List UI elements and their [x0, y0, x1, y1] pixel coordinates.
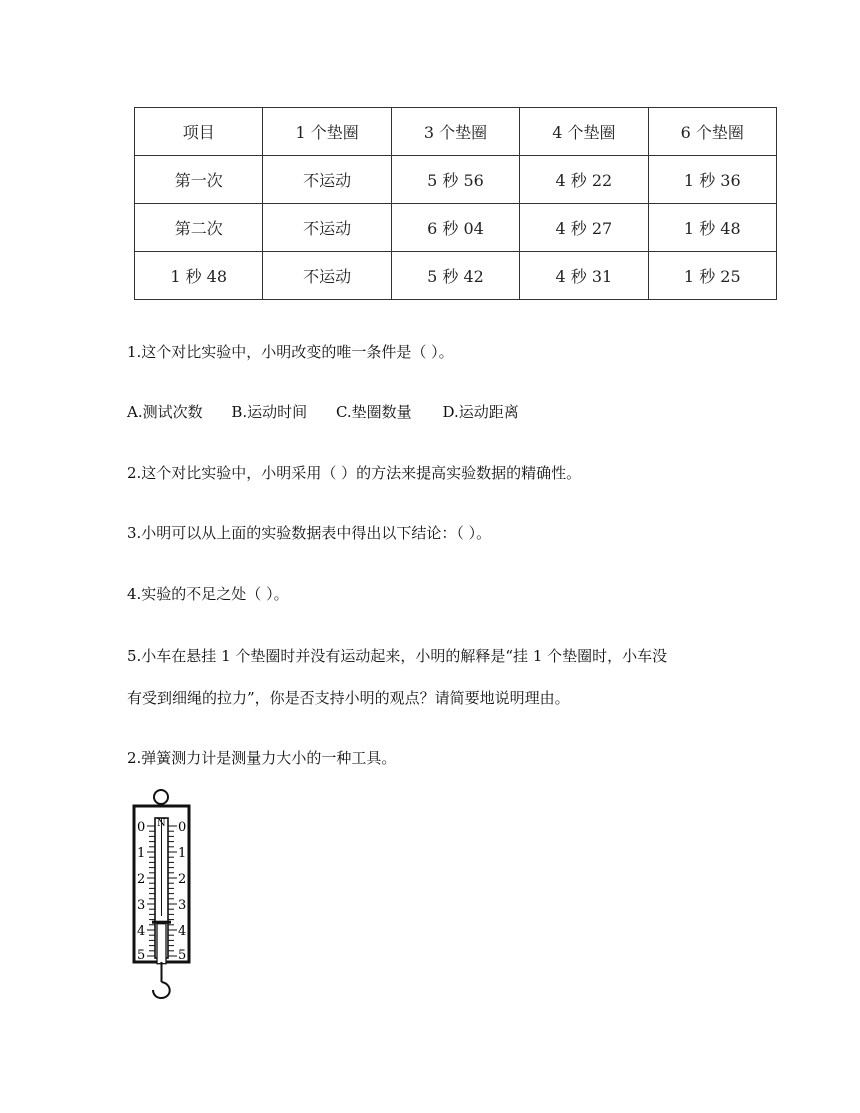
spring-scale-figure	[128, 786, 198, 1002]
table-cell: 5 秒 56	[391, 156, 519, 204]
table-cell: 4 秒 22	[520, 156, 648, 204]
left-scale-label: 1	[137, 846, 146, 861]
table-cell: 1 秒 36	[648, 156, 776, 204]
table-cell: 不运动	[263, 252, 391, 300]
question-1-options	[127, 402, 519, 422]
right-scale-label: 2	[178, 872, 187, 887]
table-row	[135, 204, 777, 252]
table-cell: 第二次	[135, 204, 263, 252]
right-scale-label: 4	[178, 924, 187, 939]
question-5-line-2: 有受到细绳的拉力”，你是否支持小明的观点？请简要地说明理由。	[127, 689, 570, 707]
option-c: C.垫圈数量	[335, 403, 412, 421]
table-cell: 不运动	[263, 204, 391, 252]
question-2: 2.这个对比实验中，小明采用（ ）的方法来提高实验数据的精确性。	[127, 464, 582, 482]
table-header-cell: 3 个垫圈	[391, 108, 519, 156]
right-scale-label: 3	[178, 898, 187, 913]
option-b: B.运动时间	[231, 403, 308, 421]
spring-scale-icon	[128, 786, 198, 1002]
table-cell: 1 秒 48	[135, 252, 263, 300]
left-scale-label: 3	[137, 898, 146, 913]
option-d: D.运动距离	[442, 403, 519, 421]
unit-label: N	[157, 818, 166, 829]
right-scale-label: 1	[178, 846, 187, 861]
question-1: 1.这个对比实验中，小明改变的唯一条件是（ ）。	[127, 343, 454, 361]
table-row	[135, 156, 777, 204]
section-2-title: 2.弹簧测力计是测量力大小的一种工具。	[127, 749, 397, 767]
table-header-cell: 1 个垫圈	[263, 108, 391, 156]
right-scale-label: 0	[178, 820, 187, 835]
table-cell: 不运动	[263, 156, 391, 204]
table-cell: 5 秒 42	[391, 252, 519, 300]
table-cell: 4 秒 31	[520, 252, 648, 300]
right-scale-label: 5	[178, 948, 187, 963]
left-scale-label: 2	[137, 872, 146, 887]
left-scale-label: 0	[137, 820, 146, 835]
table-cell: 4 秒 27	[520, 204, 648, 252]
hook-icon	[153, 982, 170, 998]
question-4: 4.实验的不足之处（ ）。	[127, 585, 289, 603]
table-cell: 第一次	[135, 156, 263, 204]
table-header-row	[135, 108, 777, 156]
table-header-cell: 6 个垫圈	[648, 108, 776, 156]
question-5-line-1: 5.小车在悬挂 1 个垫圈时并没有运动起来，小明的解释是“挂 1 个垫圈时，小车没	[127, 647, 668, 665]
table-header-cell: 项目	[135, 108, 263, 156]
table-row	[135, 252, 777, 300]
table-cell: 6 秒 04	[391, 204, 519, 252]
option-a: A.测试次数	[127, 403, 203, 421]
left-scale-label: 5	[137, 948, 146, 963]
table-cell: 1 秒 48	[648, 204, 776, 252]
left-scale-label: 4	[137, 924, 146, 939]
question-3: 3.小明可以从上面的实验数据表中得出以下结论：（ ）。	[127, 524, 492, 542]
table-cell: 1 秒 25	[648, 252, 776, 300]
table-header-cell: 4 个垫圈	[520, 108, 648, 156]
experiment-data-table	[134, 107, 777, 300]
